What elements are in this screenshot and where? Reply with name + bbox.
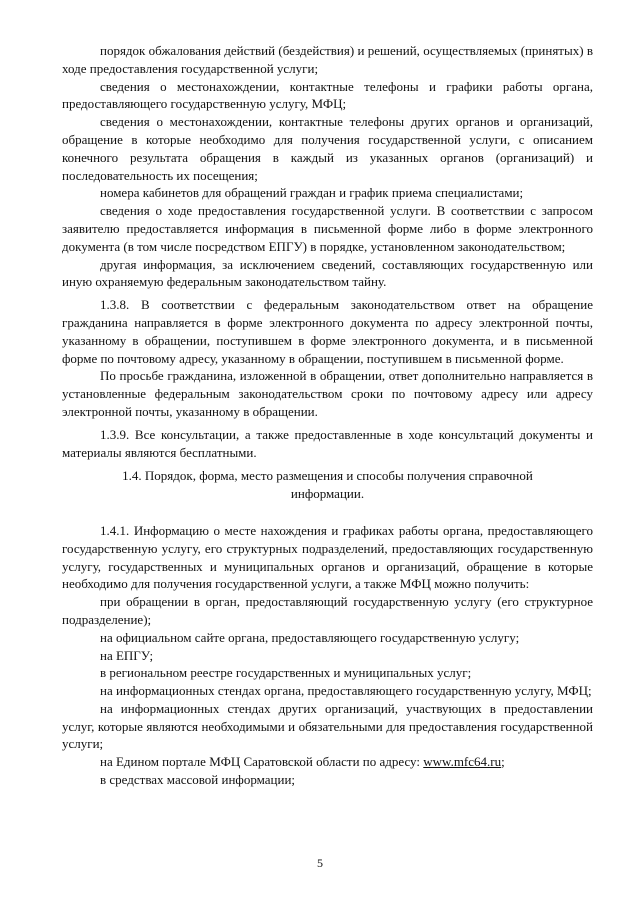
mfc-portal-link[interactable]: www.mfc64.ru <box>423 754 502 770</box>
list-item: сведения о местонахождении, контактные телефоны и графики работы органа, предоставляющего государственную услугу, МФЦ; <box>62 78 593 112</box>
list-item: при обращении в орган, предоставляющий государственную услугу (его структурное подразделение); <box>62 594 593 627</box>
paragraph-1-4-1: 1.4.1. Информацию о месте нахождения и графиках работы органа, предоставляющего государственную услугу, его структурных подразделений, предоставляющих государственную услугу, государственных и муниципальных органов и организаций, обращение в которые необходимо для получения государственной услуги, а также МФЦ можно получить: <box>62 522 593 592</box>
info-list-top <box>62 42 593 291</box>
list-item: на информационных стендах органа, предоставляющего государственную услугу, МФЦ; <box>100 683 592 699</box>
section-heading-1-4: 1.4. Порядок, форма, место размещения и способы получения справочной информации. <box>122 468 533 502</box>
list-item: номера кабинетов для обращений граждан и график приема специалистами; <box>100 185 524 201</box>
paragraph-1-3-8: 1.3.8. В соответствии с федеральным законодательством ответ на обращение гражданина направляется в форме электронного документа по адресу электронной почты, указанному в обращении, поступившем в форме электронного документа, и в письменной форме по почтовому адресу, указанному в обращении, поступившем в письменной форме. <box>62 297 593 366</box>
list-item: сведения о ходе предоставления государственной услуги. В соответствии с запросом заявителю предоставляется информация в письменной форме либо в форме электронного документа (в том числе посредством ЕПГУ) в порядке, установленном законодательством; <box>62 203 593 254</box>
list-item: на официальном сайте органа, предоставляющего государственную услугу; <box>100 629 520 645</box>
list-item: другая информация, за исключением сведений, составляющих государственную или иную охраняемую федеральным законодательством тайну. <box>62 256 593 290</box>
page-number: 5 <box>317 856 323 870</box>
list-item: порядок обжалования действий (бездействия) и решений, осуществляемых (принятых) в ходе предоставления государственной услуги; <box>62 43 593 76</box>
portal-text: на Едином портале МФЦ Саратовской области по адресу: <box>100 754 424 770</box>
list-item: в региональном реестре государственных и муниципальных услуг; <box>100 665 472 681</box>
list-item: в средствах массовой информации; <box>100 772 296 788</box>
paragraph-1-3-9: 1.3.9. Все консультации, а также предоставленные в ходе консультаций документы и материалы являются бесплатными. <box>62 426 593 460</box>
list-item: на ЕПГУ; <box>100 647 154 663</box>
info-sources-list <box>62 593 593 789</box>
portal-suffix: ; <box>501 754 505 770</box>
paragraph-request: По просьбе гражданина, изложенной в обращении, ответ дополнительно направляется в установленные федеральным законодательством сроки по почтовому адресу или адресу электронной почты, указанному в обращении. <box>62 368 593 419</box>
list-item: сведения о местонахождении, контактные телефоны других органов и организаций, обращение в которые необходимо для получения государственной услуги, с описанием конечного результата обращения в каждый из указанных органов (организаций) и последовательность их посещения; <box>62 114 593 183</box>
list-item: на информационных стендах других организаций, участвующих в предоставлении услуг, которые являются необходимыми и обязательными для предоставления государственной услуги; <box>62 700 593 752</box>
list-item-portal <box>62 753 593 771</box>
